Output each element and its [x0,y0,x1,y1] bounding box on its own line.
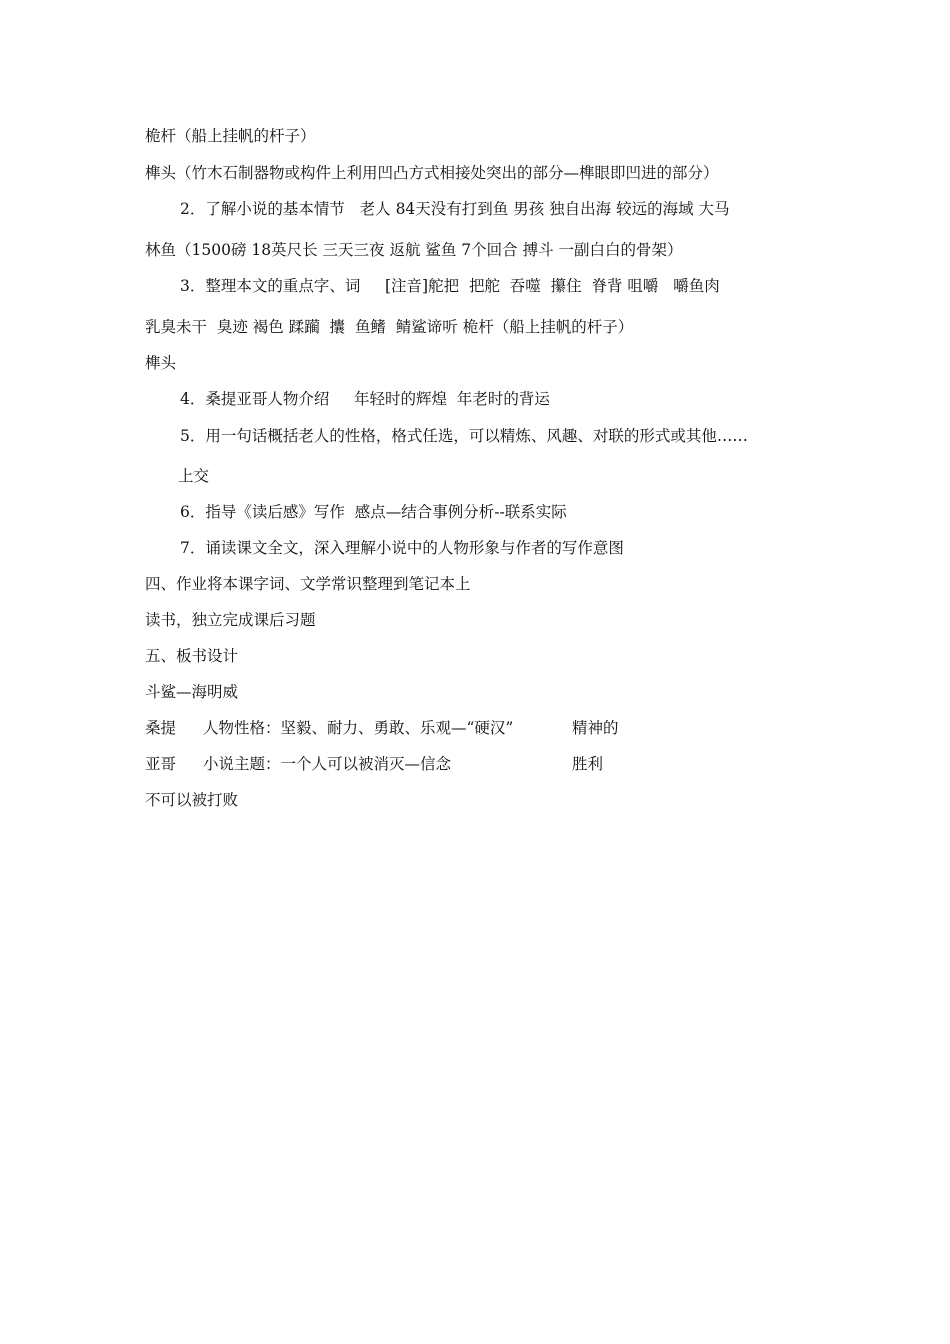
text-line-1: 桅杆（船上挂帆的杆子） [145,127,316,145]
text-line-16: 斗鲨—海明威 [145,683,239,701]
text-line-13: 四、作业将本课字词、文学常识整理到笔记本上 [145,575,471,593]
text-line-12: 7．诵读课文全文，深入理解小说中的人物形象与作者的写作意图 [180,539,624,557]
text-line-10: 上交 [178,467,210,485]
text-line-15: 五、板书设计 [145,647,239,665]
text-line-9: 5．用一句话概括老人的性格，格式任选，可以精炼、风趣、对联的形式或其他…… [180,427,748,445]
text-line-14: 读书，独立完成课后习题 [145,611,316,629]
text-line-8: 4．桑提亚哥人物介绍 年轻时的辉煌 年老时的背运 [180,390,550,408]
text-line-6: 乳臭未干 臭迹 褐色 蹂躏 攮 鱼鳍 鲭鲨谛听 桅杆（船上挂帆的杆子） [145,318,634,336]
board-row3: 不可以被打败 [145,791,239,809]
text-line-11: 6．指导《读后感》写作 感点—结合事例分析--联系实际 [180,503,567,521]
text-line-2: 榫头（竹木石制器物或构件上利用凹凸方式相接处突出的部分—榫眼即凹进的部分） [145,164,719,182]
text-line-5: 3．整理本文的重点字、词 [注音]舵把 把舵 吞噬 攥住 脊背 咀嚼 嚼鱼肉 [180,277,720,295]
text-line-3: 2．了解小说的基本情节 老人 84天没有打到鱼 男孩 独自出海 较远的海域 大马 [180,200,730,218]
board-row1-left: 桑提 [145,719,177,737]
board-row1-mid: 人物性格：坚毅、耐力、勇敢、乐观—“硬汉” [203,719,514,737]
text-line-4: 林鱼（1500磅 18英尺长 三天三夜 返航 鲨鱼 7个回合 搏斗 一副白白的骨架） [145,241,683,259]
board-row2-right: 胜利 [572,755,604,773]
board-row2-left: 亚哥 [145,755,177,773]
text-line-7: 榫头 [145,354,177,372]
board-row1-right: 精神的 [572,719,619,737]
board-row2-mid: 小说主题：一个人可以被消灭—信念 [203,755,452,773]
